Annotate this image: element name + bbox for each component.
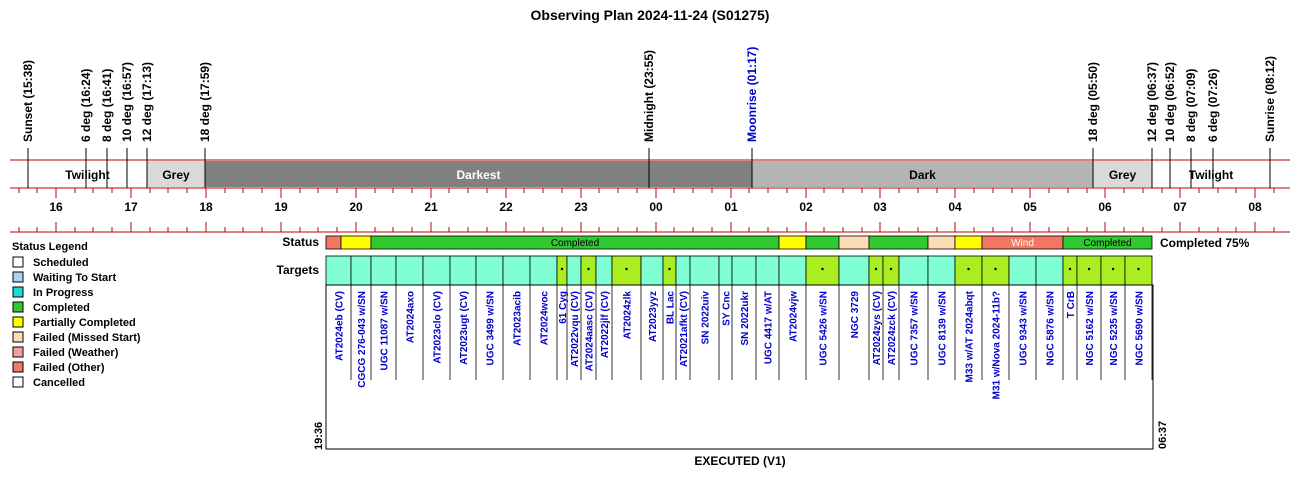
hour-label: 05 [1023, 200, 1037, 214]
target-name: AT2024vjw [788, 291, 800, 342]
target-name: AT2022jlf (CV) [600, 291, 611, 359]
priority-flag-icon [1112, 268, 1114, 270]
twilight-bands [28, 161, 1270, 187]
priority-flag-icon [625, 268, 627, 270]
target-cell [1077, 256, 1101, 285]
event-label: 8 deg (07:09) [1184, 68, 1198, 142]
priority-flag-icon [890, 268, 892, 270]
hour-label: 04 [948, 200, 962, 214]
target-name: M31 w/Nova 2024-11b? [991, 291, 1003, 400]
target-cell [567, 256, 581, 285]
target-cell [423, 256, 450, 285]
legend-swatch [13, 317, 23, 327]
legend-item: Failed (Missed Start) [33, 332, 141, 344]
target-cell [955, 256, 982, 285]
completion-summary: Completed 75% [1160, 236, 1250, 250]
target-name: AT2022vqu (CV) [570, 291, 581, 367]
target-cell [503, 256, 530, 285]
target-name: AT2023yyz [648, 291, 659, 342]
legend-swatch [13, 257, 23, 267]
legend-item: Failed (Other) [33, 362, 105, 374]
event-label: 8 deg (16:41) [100, 68, 114, 142]
target-name: UGC 7357 w/SN [909, 291, 921, 366]
event-label: 6 deg (07:26) [1206, 68, 1220, 142]
twilight-band-label: Dark [909, 168, 936, 182]
target-cell [982, 256, 1009, 285]
status-row-label: Status [282, 235, 319, 249]
twilight-band-label: Grey [1108, 168, 1137, 182]
twilight-band-label: Darkest [456, 168, 501, 182]
event-label: 10 deg (06:52) [1163, 61, 1177, 142]
target-cell [476, 256, 503, 285]
hour-label: 01 [724, 200, 738, 214]
event-label: 12 deg (06:37) [1145, 61, 1159, 142]
plan-start-time: 19:36 [313, 421, 325, 450]
legend-swatch [13, 332, 23, 342]
hour-label: 21 [424, 200, 438, 214]
target-name: NGC 3729 [850, 291, 861, 339]
priority-flag-icon [1069, 268, 1071, 270]
hour-label: 19 [274, 200, 288, 214]
execution-label: EXECUTED (V1) [694, 454, 786, 468]
twilight-band-label: Twilight [65, 168, 110, 182]
status-segment [326, 236, 341, 249]
twilight-band-label: Twilight [1188, 168, 1234, 182]
target-name: AT2024eb (CV) [334, 291, 346, 361]
event-label: 18 deg (17:59) [198, 61, 212, 142]
target-cell [581, 256, 596, 285]
target-name: AT2023ugt (CV) [459, 291, 470, 365]
target-name: SY Cnc [721, 291, 733, 326]
priority-flag-icon [967, 268, 969, 270]
legend-item: Waiting To Start [33, 272, 117, 284]
target-cell [396, 256, 423, 285]
target-cell [676, 256, 690, 285]
status-segment-label: Wind [1011, 238, 1034, 249]
target-name: SN 2022ukr [740, 291, 751, 346]
legend-swatch [13, 347, 23, 357]
target-name: AT2024zck (CV) [887, 291, 898, 366]
target-name: M33 w/AT 2024abqt [964, 291, 976, 383]
target-cell [326, 256, 351, 285]
targets-row-label: Targets [276, 263, 319, 277]
target-name: SN 2022uiv [700, 291, 712, 345]
event-label: Sunset (15:38) [21, 59, 35, 142]
target-name: NGC 5876 w/SN [1045, 291, 1057, 366]
target-name: AT2021afkt (CV) [679, 291, 690, 367]
status-row [326, 236, 1152, 249]
target-cell [869, 256, 883, 285]
hour-label: 16 [49, 200, 63, 214]
target-cell [806, 256, 839, 285]
target-cell [371, 256, 396, 285]
target-cell [928, 256, 955, 285]
legend-swatch [13, 302, 23, 312]
target-name: UGC 4417 w/AT [763, 291, 775, 365]
target-name: AT2024aasc (CV) [584, 291, 596, 372]
target-cell [663, 256, 676, 285]
status-segment-label: Completed [1083, 238, 1132, 249]
hour-label: 20 [349, 200, 363, 214]
priority-flag-icon [875, 268, 877, 270]
status-segment [869, 236, 928, 249]
priority-flag-icon [994, 268, 996, 270]
target-name: NGC 5235 w/SN [1109, 291, 1120, 366]
hour-label: 02 [799, 200, 813, 214]
hour-label: 07 [1173, 200, 1187, 214]
status-legend [12, 241, 141, 389]
legend-swatch [13, 272, 23, 282]
target-cell [351, 256, 371, 285]
target-name: BL Lac [665, 291, 677, 325]
event-label: Midnight (23:55) [642, 50, 656, 142]
hour-label: 03 [873, 200, 887, 214]
priority-flag-icon [1137, 268, 1139, 270]
legend-swatch [13, 362, 23, 372]
target-name: CGCG 276-043 w/SN [357, 291, 368, 388]
event-label: 6 deg (16:24) [79, 68, 93, 142]
target-cell [1101, 256, 1125, 285]
plan-end-time: 06:37 [1157, 420, 1169, 449]
priority-flag-icon [668, 268, 670, 270]
target-cell [1125, 256, 1152, 285]
target-name: AT2024zlk [622, 291, 634, 340]
legend-item: Cancelled [33, 377, 85, 389]
target-cell [732, 256, 756, 285]
target-name: UGC 9343 w/SN [1018, 291, 1030, 366]
hour-label: 06 [1098, 200, 1112, 214]
legend-swatch [13, 287, 23, 297]
status-segment [839, 236, 869, 249]
hour-label: 22 [499, 200, 513, 214]
target-name: UGC 5426 w/SN [818, 291, 830, 366]
hour-label: 00 [649, 200, 663, 214]
event-label: 18 deg (05:50) [1086, 61, 1100, 142]
target-cell [557, 256, 567, 285]
target-cell [1009, 256, 1036, 285]
target-cell [596, 256, 612, 285]
status-segment [341, 236, 371, 249]
status-segment [955, 236, 982, 249]
target-cell [883, 256, 899, 285]
target-name: AT2024zys (CV) [872, 291, 883, 366]
target-cell [719, 256, 732, 285]
priority-flag-icon [587, 268, 589, 270]
target-cell [839, 256, 869, 285]
twilight-band-label: Grey [162, 168, 190, 182]
status-segment [806, 236, 839, 249]
event-label: 10 deg (16:57) [120, 61, 134, 142]
target-name: AT2024axo [405, 291, 417, 344]
priority-flag-icon [1088, 268, 1090, 270]
status-segment [779, 236, 806, 249]
legend-item: Partially Completed [33, 317, 136, 329]
target-name: AT2023acib [512, 291, 524, 346]
status-segment [928, 236, 955, 249]
target-cell [1036, 256, 1063, 285]
legend-item: Completed [33, 302, 90, 314]
legend-swatch [13, 377, 23, 387]
targets-row [326, 256, 1152, 399]
target-cell [450, 256, 476, 285]
target-name: AT2023clo (CV) [432, 291, 444, 364]
target-name: 61 Cyg [558, 291, 569, 324]
target-cell [1063, 256, 1077, 285]
target-cell [899, 256, 928, 285]
event-label: Sunrise (08:12) [1263, 55, 1277, 142]
target-cell [779, 256, 806, 285]
event-label: Moonrise (01:17) [745, 46, 759, 142]
event-label: 12 deg (17:13) [140, 61, 154, 142]
hour-axis [19, 188, 1274, 232]
priority-flag-icon [821, 268, 823, 270]
legend-item: In Progress [33, 287, 94, 299]
legend-title: Status Legend [12, 241, 88, 253]
hour-label: 18 [199, 200, 213, 214]
target-name: NGC 5690 w/SN [1134, 291, 1146, 366]
hour-label: 08 [1248, 200, 1262, 214]
priority-flag-icon [561, 268, 563, 270]
page-title: Observing Plan 2024-11-24 (S01275) [530, 7, 770, 23]
hour-label: 23 [574, 200, 588, 214]
target-cell [690, 256, 719, 285]
target-name: NGC 5162 w/SN [1085, 291, 1096, 366]
status-segment-label: Completed [550, 238, 600, 249]
target-cell [530, 256, 557, 285]
target-cell [641, 256, 663, 285]
legend-item: Failed (Weather) [33, 347, 119, 359]
target-cell [612, 256, 641, 285]
legend-item: Scheduled [33, 257, 89, 269]
target-name: UGC 11087 w/SN [379, 291, 391, 371]
target-cell [756, 256, 779, 285]
target-name: UGC 8139 w/SN [937, 291, 949, 366]
target-name: AT2024woc [539, 291, 551, 346]
target-name: UGC 3499 w/SN [485, 291, 497, 366]
target-name: T CrB [1066, 291, 1077, 319]
hour-label: 17 [124, 200, 138, 214]
